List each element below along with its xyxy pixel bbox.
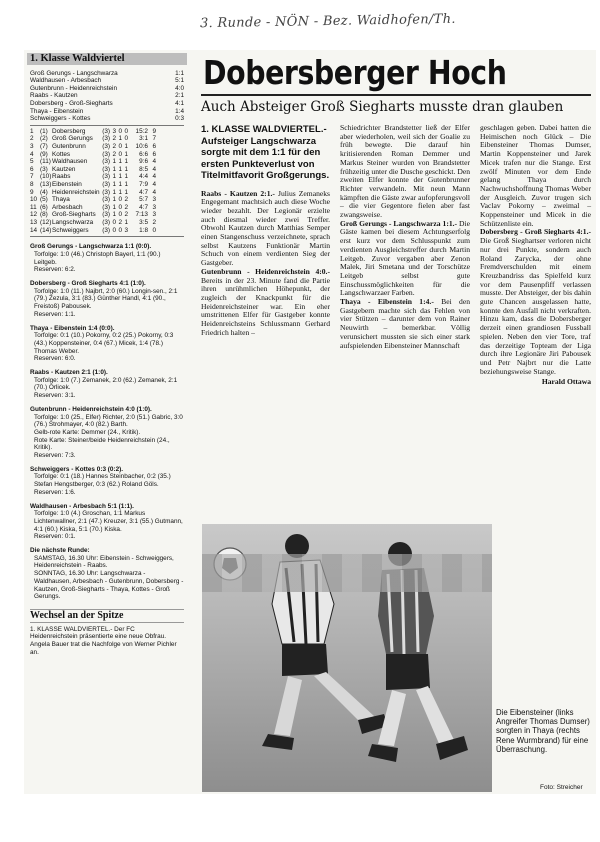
table-cell: 13 (30, 218, 38, 226)
result-score: 1:1 (175, 69, 184, 77)
result-score: 2:1 (175, 92, 184, 100)
divider (30, 236, 184, 237)
table-row (30, 128, 184, 136)
table-cell: 7:9 (139, 181, 148, 189)
article-paragraph (340, 124, 470, 220)
table-cell: 4:7 (139, 188, 148, 196)
table-cell: 1 (124, 181, 128, 189)
table-cell: (3) (102, 135, 110, 143)
table-cell: 3 (30, 143, 34, 151)
table-cell: 1 (124, 165, 128, 173)
match-photo (202, 524, 492, 792)
table-cell: 1 (124, 173, 128, 181)
table-cell: 0 (112, 218, 116, 226)
result-score: 5:1 (175, 77, 184, 85)
table-cell: (6) (40, 203, 48, 211)
table-row (30, 211, 184, 219)
table-cell: (13) (40, 181, 52, 189)
table-cell: 0 (118, 196, 122, 204)
table-cell: 1 (118, 165, 122, 173)
table-cell: 6 (30, 165, 34, 173)
result-match: Thaya - Eibenstein (30, 107, 84, 115)
result-row (30, 77, 184, 85)
paragraph-text: geschlagen geben. Dabei hatten die Heimischen noch Glück – Die Eibensteiner Thomas Dumser, Martin Koppensteiner und Jarek Micek trafen nur die Stange. Erst zwölf Minuten vor dem Ende gelang Thaya durch Nachwuchshoffnung Thomas Weber der Ausgleich. Zuvor trugen sich Vaclav Pokorny – zweimal – Koppensteiner und Micek in die Schützenliste ein. (480, 123, 591, 228)
table-cell: 4 (152, 158, 156, 166)
wechsel-text: 1. KLASSE WALDVIERTEL.- Der FC Heidenreichstein präsentierte eine neue Obfrau. Angela Bauer trat die Nachfolge von Werner Pichler an. (30, 625, 177, 656)
result-row (30, 92, 184, 100)
table-cell: 8:5 (139, 165, 148, 173)
table-cell: Groß Gerungs (52, 135, 93, 143)
table-cell: Kottes (52, 150, 71, 158)
section-title: 1. Klasse Waldviertel (27, 53, 187, 65)
result-score: 1:4 (175, 107, 184, 115)
result-match: Raabs - Kautzen (30, 92, 78, 100)
table-cell: 7 (152, 135, 156, 143)
table-cell: 1 (112, 211, 116, 219)
stadium-fence (202, 554, 492, 592)
game-detail: Reserven: 6:2. (34, 266, 76, 274)
table-cell: 1 (112, 165, 116, 173)
table-cell: 0 (118, 226, 122, 234)
headline: Dobersberger Hoch (203, 53, 507, 92)
table-cell: (3) (102, 196, 110, 204)
table-cell: (3) (102, 150, 110, 158)
table-cell: (8) (40, 211, 48, 219)
table-cell: (3) (102, 158, 110, 166)
table-cell: 1 (118, 173, 122, 181)
table-cell: 3 (152, 203, 156, 211)
table-cell: (3) (102, 127, 110, 135)
table-cell: (3) (40, 165, 48, 173)
paragraph-subhead: Raabs - Kautzen 2:1.- (201, 188, 275, 198)
paragraph-text: Schiedrichter Brandstetter ließ der Elfer aber wiederholen, weil sich der Goalie zu früh bewegte. Die darauf hin kritisierenden Roman Demmer und Markus Steiner wurden von Brandstetter frühzeitig unter die Dusche geschickt. Den zweiten Elfer konnte der Gutenbrunner Richter verwandeln. Mit neun Mann kämpften die Gäste zwar aufopferungsvoll – die vier Gegentore fielen aber fast zwangsweise. (340, 123, 470, 220)
table-cell: 8 (30, 181, 34, 189)
game-detail: Torfolge: 1:0 (46.) Christoph Bayerl, 1:1 (90.) Leitgeb. (34, 250, 161, 266)
table-cell: 3:1 (139, 135, 148, 143)
table-cell: Heidenreichstein (52, 188, 100, 196)
table-row (30, 166, 184, 174)
next-round-title: Die nächste Runde: (30, 547, 90, 555)
paragraph-text: Bei den Gastgebern machte sich das Fehlen von vier Stützen – darunter dem von Rainer Neuwirth – bemerkbar. Völlig verunsichert mussten sie sich einer stark aufspielenden Eibensteiner Mannschaft (340, 297, 471, 350)
table-row (30, 227, 184, 235)
result-score: 4:1 (175, 100, 184, 108)
table-cell: 3 (152, 211, 156, 219)
photo-credit: Foto: Streicher (540, 784, 583, 791)
game-report (30, 466, 184, 497)
table-cell: 1 (112, 173, 116, 181)
table-cell: 0 (118, 143, 122, 151)
table-cell: 3 (112, 127, 116, 135)
table-cell: 1 (124, 218, 128, 226)
table-cell: Raabs (52, 173, 71, 181)
table-cell: 1 (112, 203, 116, 211)
table-cell: 15:2 (135, 127, 148, 135)
table-cell: 6 (152, 143, 156, 151)
article-column-1 (201, 124, 330, 337)
game-report (30, 503, 184, 542)
paragraph-subhead: Gutenbrunn - Heidenreichstein 4:0.- (201, 266, 330, 276)
article-column-2 (340, 124, 470, 350)
table-cell: (3) (102, 203, 110, 211)
table-cell: (9) (40, 150, 48, 158)
results-list (30, 70, 184, 123)
table-cell: 1 (124, 150, 128, 158)
game-detail: Torfolge: 1:0 (4.) Groschan, 1:1 Markus Lichtenwallner, 2:1 (47.) Kreuzer, 3:1 (55.) Gutmann, 4:1 (60.) Kiska, 5:1 (70.) Kiska. (34, 510, 183, 533)
game-detail: Torfolge: 0:1 (10.) Pokorny, 0:2 (25.) Pokorny, 0:3 (43.) Koppensteiner, 0:4 (67.) Micek, 1:4 (78.) Thomas Weber. (34, 332, 174, 355)
next-round-sunday: SONNTAG, 16.30 Uhr: Langschwarza - Waldhausen, Arbesbach - Gutenbrunn, Dobersberg - Kautzen, Groß-Siegharts - Thaya, Kottes - Groß Gerungs. (34, 570, 184, 601)
table-cell: 0 (124, 127, 128, 135)
table-cell: 2 (124, 203, 128, 211)
table-cell: Gutenbrunn (52, 143, 86, 151)
paragraph-text: Die Gäste kamen bei diesem Achtungserfolg erst kurz vor dem Schlusspunkt zum verdienten Ausgleichstreffer durch Martin Leitgeb. Zuvor vergaben aber Zenon Malek, Jiri Smetana und der Torschütze Leitgeb selbst gute Einschussmöglichkeiten für die Langschwarzaer Farben. (340, 218, 470, 298)
next-round (30, 547, 184, 601)
table-cell: 1 (30, 127, 34, 135)
table-cell: Waldhausen (52, 158, 88, 166)
game-title: Schweiggers - Kottes 0:3 (0:2). (30, 465, 124, 473)
table-cell: (3) (102, 165, 110, 173)
table-cell: 0 (118, 127, 122, 135)
table-row (30, 196, 184, 204)
table-row (30, 151, 184, 159)
game-title: Thaya - Eibenstein 1:4 (0:0). (30, 324, 115, 332)
game-detail: Reserven: 1:1. (34, 310, 76, 318)
game-report (30, 325, 184, 364)
table-cell: 5:7 (139, 196, 148, 204)
table-cell: Langschwarza (52, 218, 94, 226)
table-cell: 7 (30, 173, 34, 181)
result-match: Schweiggers - Kottes (30, 115, 91, 123)
table-cell: (10) (40, 173, 52, 181)
game-detail: Reserven: 7:3. (34, 452, 76, 460)
paragraph-text: Julius Zemaneks Engegemant machtsich auch diese Woche wieder bezahlt. Der Legionär erzielte auch diesmal wieder zwei Treffer. Obwohl Kautzen durch Matthias Semper einen Stangenschuss verzeichnete, sprach selbst Kautzens Funktionär Martin Schuch von einem verdienten Sieg der Gastgeber. (201, 188, 330, 268)
table-cell: 10:6 (135, 143, 148, 151)
table-cell: (5) (40, 196, 48, 204)
table-cell: 1 (112, 181, 116, 189)
table-cell: 4 (152, 188, 156, 196)
table-cell: 2 (124, 196, 128, 204)
table-cell: Dobersberg (52, 127, 86, 135)
table-cell: 1 (124, 158, 128, 166)
game-title: Dobersberg - Groß Siegharts 4:1 (1:0). (30, 279, 146, 287)
wechsel-title: Wechsel an der Spitze (30, 609, 184, 623)
sidebar-results (27, 53, 187, 791)
table-cell: 1:8 (139, 226, 148, 234)
article-author: Harald Ottawa (541, 377, 591, 387)
table-cell: Schweiggers (52, 226, 89, 234)
caption-text: Die Eibensteiner (links Angreifer Thomas Dumser) sorgten in Thaya (rechts Rene Wurmbrand) für eine Überraschung. (496, 708, 590, 754)
table-cell: 1 (124, 188, 128, 196)
table-row (30, 204, 184, 212)
game-detail: Rote Karte: Steiner/beide Heidenreichstein (24., Kritik). (34, 436, 170, 452)
game-detail: Torfolge: 1:0 (25., Elfer) Richter, 2:0 (51.) Gabric, 3:0 (76.) Strohmayer, 4:0 (82.) Barth. (34, 413, 183, 429)
league-table (30, 128, 184, 234)
result-match: Dobersberg - Groß-Siegharts (30, 100, 113, 108)
table-cell: 9 (152, 127, 156, 135)
table-cell: 2 (30, 135, 34, 143)
table-cell: 6:6 (139, 150, 148, 158)
photo-caption (496, 708, 590, 754)
result-row (30, 100, 184, 108)
game-detail: Gelb-rote Karte: Demmer (24., Kritik). (34, 428, 141, 436)
table-cell: 9:6 (139, 158, 148, 166)
table-row (30, 173, 184, 181)
game-detail: Reserven: 1:6. (34, 488, 76, 496)
table-row (30, 189, 184, 197)
table-cell: (14) (40, 226, 52, 234)
game-report (30, 406, 184, 460)
table-cell: 3 (124, 226, 128, 234)
table-cell: 4 (152, 173, 156, 181)
handwritten-note: 3. Runde - NÖN - Bez. Waidhofen/Th. (199, 11, 456, 32)
game-report (30, 243, 184, 274)
table-cell: 1 (118, 158, 122, 166)
result-score: 0:3 (175, 115, 184, 123)
table-cell: 2 (112, 135, 116, 143)
result-row (30, 108, 184, 116)
table-cell: (7) (40, 143, 48, 151)
game-title: Groß Gerungs - Langschwarza 1:1 (0:0). (30, 243, 152, 251)
table-cell: (3) (102, 173, 110, 181)
table-cell: 14 (30, 226, 38, 234)
table-cell: 0 (118, 211, 122, 219)
result-row (30, 70, 184, 78)
table-cell: 7:13 (135, 211, 148, 219)
article-paragraph (201, 268, 330, 338)
paragraph-text: Die Groß Sieghartser verloren nicht nur drei Punkte, sondern auch Roland Zarycka, der ohne Fremdverschulden mit einem Kreuzbandriss das Spielfeld kurz vor dem Pausenpfiff verlassen musste. Der Absteiger, der bis dahin gute Chancen ausgelassen hatte, konnte den Ausfall nicht verkraften. Hinzu kam, dass die Dobersberger derzeit einen grandiosen Fussball spielen. Neben den vier Tore, traf das derzeitige Topteam der Liga durch ihre Legionäre Jiri Pabousek und Petr Najbrt nur die Latte beziehungsweise Stange. (480, 236, 591, 376)
paragraph-text: Bereits in der 23. Minute fand die Partie ihren unrühmlichen Höhepunkt, der zugleich der Knackpunkt für die Heidenreichsteiner war. Ein eher umstrittenen Elfer für Gastgeber konnte Heidenreichsteins Schlussmann Gerhard Friedrich halten – (201, 275, 330, 337)
table-cell: 0 (152, 226, 156, 234)
table-cell: 12 (30, 211, 38, 219)
article-column-3 (480, 124, 591, 387)
table-cell: 1 (118, 135, 122, 143)
table-cell: Thaya (52, 196, 70, 204)
table-cell: (3) (102, 226, 110, 234)
table-cell: 4 (30, 150, 34, 158)
table-cell: 4:7 (139, 203, 148, 211)
table-cell: 2 (118, 218, 122, 226)
table-cell: Eibenstein (52, 181, 82, 189)
game-detail: Torfolge: 1:0 (7.) Zemanek, 2:0 (62.) Zemanek, 2:1 (70.) Orlicek. (34, 376, 178, 392)
table-cell: 2 (124, 211, 128, 219)
table-cell: (3) (102, 188, 110, 196)
table-row (30, 181, 184, 189)
table-cell: 0 (112, 226, 116, 234)
table-cell: 1 (124, 143, 128, 151)
table-cell: 9 (30, 188, 34, 196)
article-lead: 1. KLASSE WALDVIERTEL.- Aufsteiger Langschwarza sorgte mit dem 1:1 für den ersten Punkteverlust von Titelmitfavorit Großgerungs. (201, 124, 330, 181)
table-row (30, 143, 184, 151)
table-cell: (4) (40, 188, 48, 196)
game-detail: Torfolge: 0:1 (18.) Hannes Steinbacher, 0:2 (35.) Stefan Hengstberger, 0:3 (62.) Roland Göls. (34, 473, 171, 489)
table-cell: (11) (40, 158, 51, 166)
table-cell: 3:5 (139, 218, 148, 226)
table-cell: 10 (30, 196, 38, 204)
table-cell: Groß-Siegharts (52, 211, 96, 219)
table-cell: 0 (118, 150, 122, 158)
table-row (30, 158, 184, 166)
table-row (30, 135, 184, 143)
article-paragraph (340, 298, 470, 350)
game-detail: Reserven: 3:1. (34, 392, 76, 400)
article-paragraph (480, 124, 591, 228)
table-cell: 1 (112, 196, 116, 204)
table-cell: 1 (112, 158, 116, 166)
article-paragraph (340, 220, 470, 298)
result-row (30, 115, 184, 123)
table-cell: 1 (118, 188, 122, 196)
table-cell: 2 (112, 150, 116, 158)
table-cell: (3) (102, 181, 110, 189)
game-detail: Reserven: 0:1. (34, 533, 76, 541)
subtitle: Auch Absteiger Groß Siegharts musste dran glauben (201, 99, 564, 115)
next-round-saturday: SAMSTAG, 16.30 Uhr: Eibenstein - Schweiggers, Heidenreichstein - Raabs. (34, 554, 174, 570)
table-cell: 5 (30, 158, 34, 166)
table-cell: (3) (102, 218, 110, 226)
game-reports (27, 243, 187, 541)
game-report (30, 369, 184, 400)
result-match: Groß Gerungs - Langschwarza (30, 69, 118, 77)
paragraph-subhead: Dobersberg - Groß Siegharts 4:1.- (480, 227, 591, 237)
result-row (30, 85, 184, 93)
table-row (30, 219, 184, 227)
table-cell: 4:4 (139, 173, 148, 181)
table-cell: 4 (152, 181, 156, 189)
table-cell: (3) (102, 211, 110, 219)
table-cell: 1 (118, 181, 122, 189)
divider (30, 125, 184, 126)
table-cell: (3) (102, 143, 110, 151)
table-cell: 0 (118, 203, 122, 211)
table-cell: (12) (40, 218, 52, 226)
table-cell: 1 (112, 188, 116, 196)
game-title: Gutenbrunn - Heidenreichstein 4:0 (1:0). (30, 405, 152, 413)
article-paragraph (480, 228, 591, 376)
result-score: 4:0 (175, 84, 184, 92)
table-cell: 4 (152, 165, 156, 173)
result-match: Waldhausen - Arbesbach (30, 77, 102, 85)
table-cell: (2) (40, 135, 48, 143)
game-detail: Reserven: 6:0. (34, 355, 76, 363)
table-cell: 3 (152, 196, 156, 204)
game-detail: Torfolge: 1:0 (11.) Najbrt, 2:0 (60.) Longin-sen., 2:1 (79.) Zezula, 3:1 (83.) Günther Handl, 4:1 (90., Freistoß) Pabousek. (34, 287, 178, 311)
table-cell: Kautzen (52, 165, 76, 173)
article-paragraph (201, 190, 330, 268)
table-cell: Arbesbach (52, 203, 83, 211)
game-title: Raabs - Kautzen 2:1 (1:0). (30, 369, 108, 377)
table-cell: 2 (112, 143, 116, 151)
game-report (30, 280, 184, 319)
result-match: Gutenbrunn - Heidenreichstein (30, 84, 118, 92)
table-cell: 2 (152, 218, 156, 226)
game-title: Waldhausen - Arbesbach 5:1 (1:1). (30, 502, 134, 510)
table-cell: (1) (40, 127, 48, 135)
paragraph-subhead: Groß Gerungs - Langschwarza 1:1.- (340, 218, 458, 228)
paragraph-subhead: Thaya - Eibenstein 1:4.- (340, 297, 434, 307)
table-cell: 6 (152, 150, 156, 158)
table-cell: 0 (124, 135, 128, 143)
table-cell: 11 (30, 203, 37, 211)
